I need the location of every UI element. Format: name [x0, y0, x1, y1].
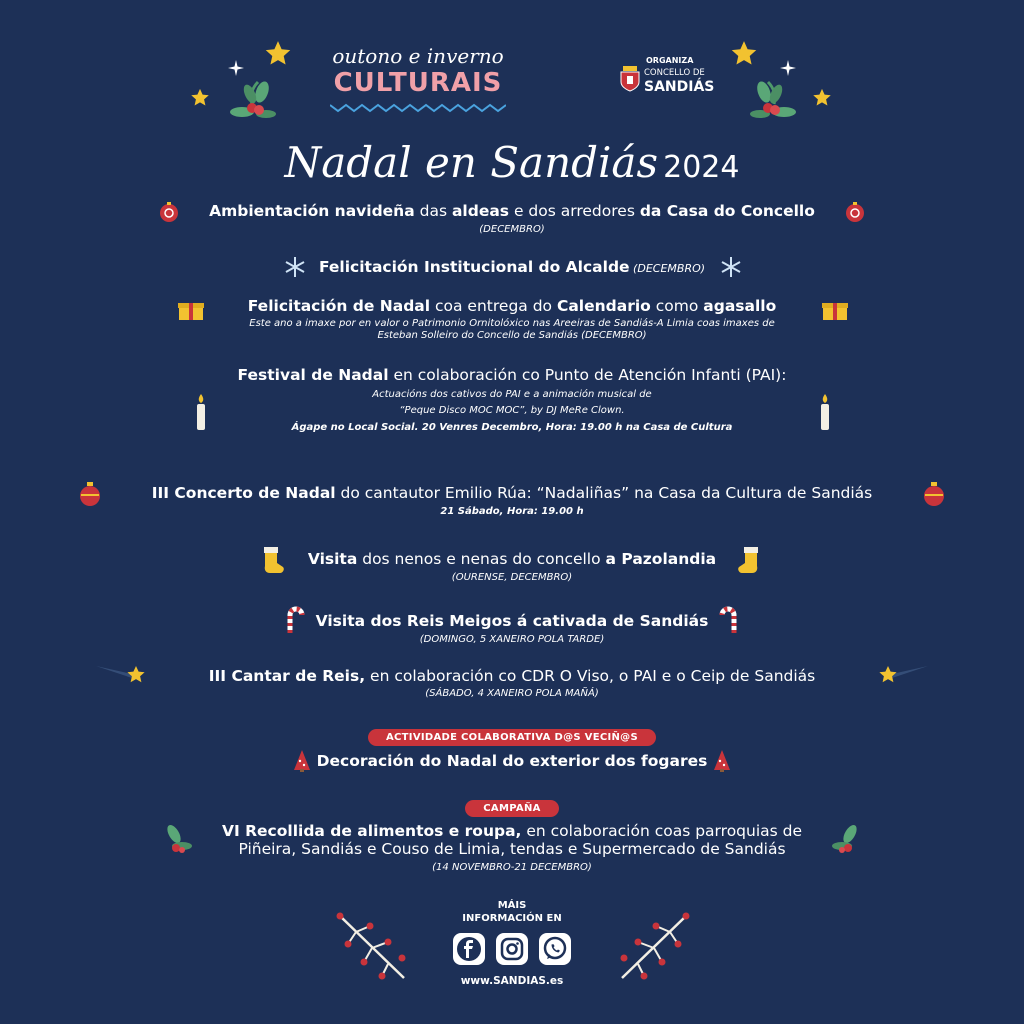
snowflake-icon — [720, 256, 742, 278]
council-small: CONCELLO DE — [644, 68, 705, 78]
ornament-icon — [844, 201, 866, 223]
event-decoracion: Decoración do Nadal do exterior dos fogares — [316, 752, 708, 770]
status-badge: ACTIVIDADE COLABORATIVA D@S VECIÑ@S — [368, 729, 656, 746]
badge-colaborativa — [0, 725, 1024, 746]
sparkle-icon — [780, 60, 796, 76]
page-title — [0, 138, 1024, 197]
star-icon — [190, 88, 210, 108]
whatsapp-icon — [539, 933, 571, 965]
event-recollida-line2: Piñeira, Sandiás e Couso de Limia, tendas e Supermercado de Sandiás — [238, 840, 786, 858]
event-festival-nadal: Festival de Nadal en colaboración co Punto de Atención Infanti (PAI): — [237, 366, 787, 384]
event-ambientacion-date: (DECEMBRO) — [479, 224, 545, 235]
event-recollida-date: (14 NOVEMBRO-21 DECEMBRO) — [432, 862, 592, 873]
berry-branch-icon — [612, 908, 692, 984]
stocking-icon — [736, 546, 764, 574]
event-festival-agape: Ágape no Local Social. 20 Venres Decembro, Hora: 19.00 h na Casa de Cultura — [291, 422, 733, 433]
event-felicitacion-nadal: Felicitación de Nadal coa entrega do Calendario como agasallo — [247, 297, 777, 315]
organiza-label: ORGANIZA — [646, 56, 694, 65]
coat-of-arms-icon — [620, 66, 640, 92]
title-year: 2024 — [663, 150, 740, 185]
council-big: SANDIÁS — [644, 79, 715, 95]
event-reis-meigos-date: (DOMINGO, 5 XANEIRO POLA TARDE) — [419, 634, 605, 645]
star-icon — [730, 40, 758, 68]
event-cantar-reis: III Cantar de Reis, en colaboración co CDR O Viso, o PAI e o Ceip de Sandiás — [208, 667, 816, 685]
zigzag-decoration — [330, 103, 506, 113]
website-link[interactable]: www.SANDIAS.es — [460, 975, 564, 987]
series-main: CULTURAIS — [333, 68, 503, 98]
star-icon — [264, 40, 292, 68]
christmas-tree-icon — [712, 749, 732, 773]
facebook-button[interactable] — [453, 933, 485, 965]
whatsapp-button[interactable] — [539, 933, 571, 965]
title-main: Nadal en Sandiás — [284, 138, 659, 187]
event-reis-meigos: Visita dos Reis Meigos á cativada de Sandiás — [315, 612, 709, 630]
status-badge: CAMPAÑA — [465, 800, 558, 817]
event-felicitacion-nadal-desc: Este ano a imaxe por en valor o Patrimonio Ornitolóxico nas Areeiras de Sandiás-A Limia coas imaxes de — [249, 318, 775, 329]
candle-icon — [816, 392, 834, 432]
candy-cane-icon — [718, 605, 740, 635]
series-script: outono e inverno — [332, 44, 504, 68]
facebook-icon — [453, 933, 485, 965]
holly-icon — [750, 78, 798, 124]
event-festival-desc1: Actuacións dos cativos do PAI e a animación musical de — [372, 389, 652, 400]
event-pazolandia: Visita dos nenos e nenas do concello a Pazolandia — [307, 550, 717, 568]
more-info-label: MÁIS INFORMACIÓN EN — [462, 900, 562, 924]
event-cantar-reis-date: (SÁBADO, 4 XANEIRO POLA MAÑÁ) — [425, 688, 599, 699]
event-festival-desc2: “Peque Disco MOC MOC”, by DJ MeRe Clown. — [399, 405, 625, 416]
event-felicitacion-nadal-desc2: Esteban Solleiro do Concello de Sandiás (DECEMBRO) — [377, 330, 647, 341]
sparkle-icon — [228, 60, 244, 76]
instagram-button[interactable] — [496, 933, 528, 965]
event-recollida: VI Recollida de alimentos e roupa, en colaboración coas parroquias de — [221, 822, 803, 840]
badge-campana — [0, 796, 1024, 817]
shooting-star-icon — [876, 662, 928, 688]
event-pazolandia-date: (OURENSE, DECEMBRO) — [451, 572, 573, 583]
event-felicitacion-alcalde: Felicitación Institucional do Alcalde (DECEMBRO) — [318, 258, 706, 276]
star-icon — [812, 88, 832, 108]
event-concerto-date: 21 Sábado, Hora: 19.00 h — [440, 506, 584, 517]
series-logo — [320, 44, 516, 117]
council-logo — [620, 56, 720, 100]
holly-icon — [228, 78, 276, 124]
holly-icon — [830, 822, 862, 858]
instagram-icon — [496, 933, 528, 965]
bauble-icon — [923, 482, 945, 506]
event-concerto: III Concerto de Nadal do cantautor Emilio Rúa: “Nadaliñas” na Casa da Cultura de Sandiás — [151, 484, 873, 502]
event-ambientacion: Ambientación navideña das aldeas e dos arredores da Casa do Concello — [209, 202, 815, 220]
